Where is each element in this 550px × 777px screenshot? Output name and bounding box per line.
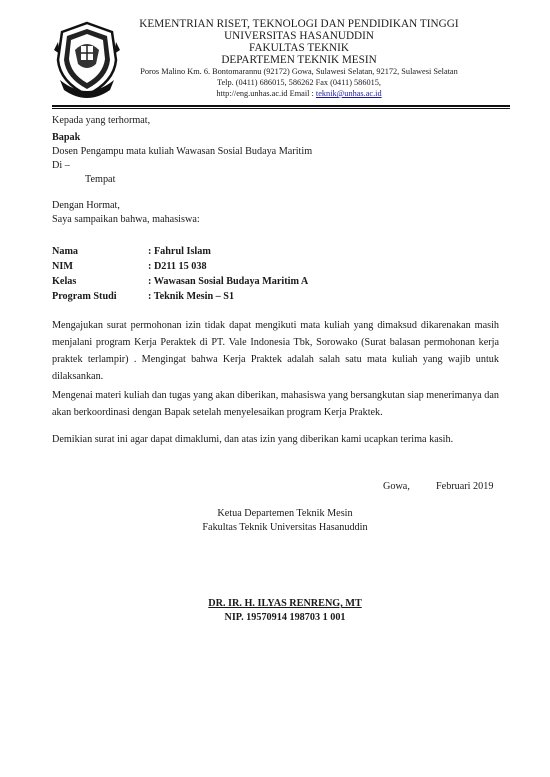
web-email-line (110, 88, 488, 99)
student-value: : D211 15 038 (148, 261, 207, 272)
website-text: http://eng.unhas.ac.id Email : (216, 89, 316, 98)
signatory-name: DR. IR. H. ILYAS RENRENG, MT (208, 598, 362, 609)
student-identity (52, 244, 308, 304)
university-name: UNIVERSITAS HASANUDDIN (224, 30, 374, 42)
body-paragraph-3: Demikian surat ini agar dapat dimaklumi, dan atas izin yang diberikan kami ucapkan terima kasih. (52, 434, 454, 445)
recipient-di: Di – (52, 160, 70, 171)
address-line: Poros Malino Km. 6. Bontomarannu (92172) Gowa, Sulawesi Selatan, 92172, Sulawesi Selatan (140, 67, 458, 76)
header-rule-thin (52, 108, 510, 109)
recipient-role: Dosen Pengampu mata kuliah Wawasan Sosial Budaya Maritim (52, 146, 313, 157)
body-paragraph-2: Mengenai materi kuliah dan tugas yang akan diberikan, mahasiswa yang bersangkutan siap menerimanya dan akan berkoordinasi dengan Bapak setelah menyelesaikan program Kerja Praktek. (52, 390, 499, 418)
intro-line: Saya sampaikan bahwa, mahasiswa: (52, 214, 200, 225)
letterhead (110, 18, 488, 99)
body-paragraph-1: Mengajukan surat permohonan izin tidak dapat mengikuti mata kuliah yang dimaksud dikarenakan masih menjalani program Kerja Peraktek di PT. Vale Indonesia Tbk, Sorowako (Surat balasan permohonan kerja praktek terlampir) . Mengingat bahwa Kerja Praktek adalah salah satu mata kuliah yang wajib untuk dilaksankan. (52, 320, 499, 382)
salutation: Dengan Hormat, (52, 200, 120, 211)
email-link[interactable]: teknik@unhas.ac.id (315, 89, 382, 98)
date: Februari 2019 (436, 481, 494, 492)
student-label: Program Studi (52, 291, 117, 302)
recipient-greeting: Kepada yang terhormat, (52, 115, 151, 126)
signatory-position-2: Fakultas Teknik Universitas Hasanuddin (202, 522, 368, 533)
signatory-nip: NIP. 19570914 198703 1 001 (224, 612, 346, 623)
student-value: : Teknik Mesin – S1 (148, 291, 235, 302)
student-value: : Wawasan Sosial Budaya Maritim A (148, 276, 309, 287)
student-label: NIM (52, 261, 73, 272)
place: Gowa, (383, 481, 410, 492)
ministry-name: KEMENTRIAN RISET, TEKNOLOGI DAN PENDIDIKAN TINGGI (139, 18, 459, 30)
student-row-name (52, 244, 308, 259)
signatory-position-1: Ketua Departemen Teknik Mesin (217, 508, 353, 519)
recipient-title: Bapak (52, 132, 81, 143)
header-rule-thick (52, 105, 510, 107)
department-name: DEPARTEMEN TEKNIK MESIN (221, 54, 377, 66)
student-row-class (52, 274, 308, 289)
phone-line: Telp. (0411) 686015, 586262 Fax (0411) 586015, (216, 78, 382, 87)
recipient-place: Tempat (85, 174, 116, 185)
student-row-program (52, 289, 308, 304)
student-row-nim (52, 259, 308, 274)
student-label: Nama (52, 246, 79, 257)
student-value: : Fahrul Islam (148, 246, 211, 257)
student-label: Kelas (52, 276, 77, 287)
faculty-name: FAKULTAS TEKNIK (249, 42, 349, 54)
